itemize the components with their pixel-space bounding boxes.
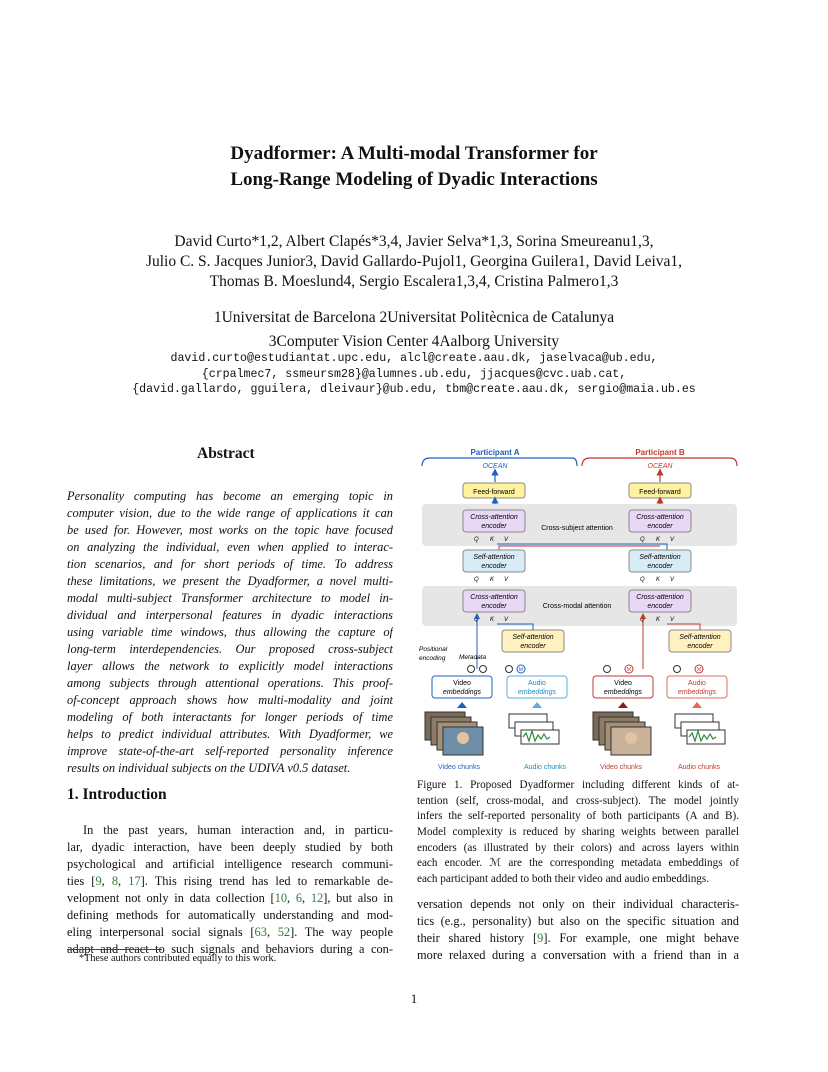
title-line-2: Long-Range Modeling of Dyadic Interactions [230, 169, 598, 190]
citation-link[interactable]: 9 [95, 874, 102, 888]
abstract-line: among subjects through attentional operations. This proof- [67, 676, 393, 690]
block-label: Self-attention [639, 554, 681, 561]
text-run: , [287, 891, 296, 905]
participant-a-label: Participant A [470, 448, 520, 457]
abstract-heading: Abstract [197, 445, 255, 462]
abstract-line: tion scenarios, and for short periods of time. To address [67, 557, 393, 571]
paper-title [0, 141, 828, 193]
abstract-line: helps to predict individual attributes. With Dyadformer, we [67, 727, 393, 741]
abstract-line: be used for. However, most works on the topic have focused [67, 523, 393, 537]
feed-forward-label: Feed-forward [639, 489, 681, 496]
citation-link[interactable]: 9 [537, 931, 544, 945]
footnote-rule [67, 949, 162, 950]
abstract-line: modal multi-subject Transformer architecture to model in- [67, 591, 393, 605]
email-line-3: {david.gallardo, gguilera, dleivaur}@ub.edu, tbm@create.aau.dk, sergio@maia.ub.es [132, 383, 696, 396]
intro-heading: 1. Introduction [67, 786, 167, 803]
audio-chunks-label: Audio chunks [677, 764, 721, 771]
intro-line: In the past years, human interaction and, in particu- [83, 823, 393, 837]
participant-b-label: Participant B [635, 448, 685, 457]
ocean-label-a: OCEAN [482, 463, 508, 470]
abstract-line: results on individual subjects on the UDIVA v0.5 dataset. [67, 761, 351, 775]
body-line [417, 930, 739, 947]
block-label: encoder [687, 643, 713, 650]
embeddings-label: embeddings [603, 689, 643, 696]
author-line-3: Thomas B. Moeslund4, Sergio Escalera1,3,4, Cristina Palmero1,3 [209, 273, 619, 290]
block-label: Cross-attention [470, 514, 518, 521]
m-label: M [518, 667, 524, 673]
caption-line: Model complexity is reduced by sharing weights between parallel [417, 826, 739, 839]
abstract-line: using variable time windows, thus allowing the capture of [67, 625, 393, 639]
embeddings-label: Audio [688, 680, 706, 687]
embeddings-label: embeddings [677, 689, 717, 696]
caption-line: each participant added to both their video and audio embeddings. [417, 873, 710, 886]
embeddings-label: Video [453, 680, 471, 687]
block-label: encoder [481, 563, 507, 570]
intro-line [67, 873, 393, 890]
embeddings-label: Audio [528, 680, 546, 687]
text-run: , [266, 925, 278, 939]
text-run: their shared history [ [417, 931, 538, 945]
video-chunks-b [593, 712, 651, 755]
author-list [0, 232, 828, 292]
text-run: ], but also in [323, 891, 393, 905]
video-chunks-label: Video chunks [600, 764, 642, 771]
text-run: ]. This rising trend has led to remarkable de- [140, 874, 393, 888]
caption-line: infers the self-reported personality of both participants (A and B). [417, 810, 739, 823]
v-label: V [504, 537, 509, 543]
m-label: M [696, 667, 702, 673]
text-run: , [302, 891, 311, 905]
abstract-line: Personality computing has become an emerging topic in [67, 489, 393, 503]
text-run: ]. The way people [290, 925, 393, 939]
block-label: encoder [481, 523, 507, 530]
citation-link[interactable]: 8 [111, 874, 119, 888]
sum-node [604, 666, 611, 673]
v-label: V [670, 617, 675, 623]
encoding-label: encoding [419, 655, 446, 662]
caption-line: each encoder. ℳ are the corresponding metadata embeddings of [417, 857, 739, 870]
title-line-1: Dyadformer: A Multi-modal Transformer for [230, 143, 598, 164]
affiliation-line-1: 1Universitat de Barcelona 2Universitat Politècnica de Catalunya [213, 309, 615, 326]
abstract-line: improve state-of-the-art self-reported personality inference [67, 744, 393, 758]
abstract-line: of-concept approach shows how multi-modality and joint [67, 693, 393, 707]
footnote: *These authors contributed equally to this work. [79, 953, 277, 964]
video-chunks-a [425, 712, 483, 755]
abstract-line: these limitations, we present the Dyadformer, a novel multi- [67, 574, 393, 588]
caption-line: encoders (as illustrated by their colors) and across layers within [417, 841, 739, 854]
intro-line: psychological and artificial intelligence research communi- [67, 857, 393, 871]
sum-node [480, 666, 487, 673]
abstract-line: long-term interdependencies. Our proposed cross-subject [67, 642, 393, 656]
block-label: Self-attention [512, 634, 554, 641]
q-label: Q [474, 577, 479, 583]
citation-link[interactable]: 63 [254, 925, 267, 939]
figure-1-diagram [417, 444, 742, 774]
citation-link[interactable]: 12 [310, 891, 324, 905]
citation-link[interactable]: 6 [295, 891, 303, 905]
author-line-2: Julio C. S. Jacques Junior3, David Gallardo-Pujol1, Georgina Guilera1, David Leiva1, [145, 253, 683, 270]
body-line: tics (e.g., personality) but also on the specific situation and [417, 914, 739, 928]
intro-line: defining methods for automatically understanding and mod- [67, 908, 393, 922]
intro-line [67, 890, 393, 907]
cross-modal-attention-label: Cross-modal attention [542, 603, 612, 610]
text-run: , [101, 874, 112, 888]
v-label: V [670, 537, 675, 543]
abstract-line: modeling of both interactants for longer periods of time [67, 710, 393, 724]
cross-subject-attention-label: Cross-subject attention [541, 525, 613, 532]
block-label: encoder [647, 523, 673, 530]
sum-node [468, 666, 475, 673]
q-label: Q [474, 617, 479, 623]
triangle-marker [532, 702, 542, 708]
text-run: , [118, 874, 129, 888]
citation-link[interactable]: 17 [128, 874, 141, 888]
ocean-label-b: OCEAN [647, 463, 673, 470]
block-label: encoder [520, 643, 546, 650]
triangle-marker [618, 702, 628, 708]
caption-line: Figure 1. Proposed Dyadformer including different kinds of at- [417, 779, 739, 791]
author-line-1: David Curto*1,2, Albert Clapés*3,4, Javier Selva*1,3, Sorina Smeureanu1,3, [174, 233, 654, 250]
triangle-marker [692, 702, 702, 708]
audio-chunks-a [509, 714, 559, 744]
figure-caption [417, 778, 739, 888]
block-label: encoder [647, 563, 673, 570]
caption-line: tention (self, cross-modal, and cross-subject). The model jointly [417, 794, 739, 807]
metadata-label: Metadata [459, 654, 487, 661]
page-number: 1 [410, 991, 418, 1006]
body-line: more relaxed during a conversation with a friend than in a [417, 948, 739, 962]
q-label: Q [640, 617, 645, 623]
audio-chunks-label: Audio chunks [523, 764, 567, 771]
feed-forward-label: Feed-forward [473, 489, 515, 496]
embeddings-label: Video [614, 680, 632, 687]
abstract-line: layer allows the network to explicitly model interactions [67, 659, 393, 673]
intro-line [67, 924, 393, 941]
k-label: K [656, 617, 661, 623]
k-label: K [656, 577, 661, 583]
q-label: Q [640, 537, 645, 543]
intro-body [67, 822, 393, 958]
block-label: Cross-attention [636, 594, 684, 601]
abstract-body [67, 488, 393, 777]
v-label: V [670, 577, 675, 583]
email-line-2: {crpalmec7, ssmeursm28}@alumnes.ub.edu, jjacques@cvc.uab.cat, [201, 367, 627, 381]
q-label: Q [640, 577, 645, 583]
embeddings-label: embeddings [517, 689, 557, 696]
intro-line: adapt and react to such signals and behaviors during a con- [67, 942, 393, 956]
text-run: eling interpersonal social signals [ [67, 925, 255, 939]
positional-label: Positional [419, 646, 448, 653]
block-label: Self-attention [679, 634, 721, 641]
intro-line: lar, dyadic interaction, have been deeply studied by both [67, 840, 393, 854]
audio-chunks-b [675, 714, 725, 744]
sum-node [506, 666, 513, 673]
video-chunks-label: Video chunks [438, 764, 480, 771]
block-label: encoder [647, 603, 673, 610]
k-label: K [490, 577, 495, 583]
v-label: V [504, 617, 509, 623]
block-label: Self-attention [473, 554, 515, 561]
v-label: V [504, 577, 509, 583]
block-label: Cross-attention [636, 514, 684, 521]
body-line: versation depends not only on their individual characteris- [417, 897, 739, 911]
embeddings-label: embeddings [442, 689, 482, 696]
k-label: K [490, 537, 495, 543]
author-emails [0, 351, 828, 398]
k-label: K [656, 537, 661, 543]
abstract-line: computer vision, due to the wide range of applications it can [67, 506, 393, 520]
right-column-body [417, 896, 739, 964]
abstract-line: on analyzing the individual, even when applied to interac- [67, 540, 393, 554]
k-label: K [490, 617, 495, 623]
block-label: Cross-attention [470, 594, 518, 601]
text-run: ties [ [67, 874, 96, 888]
block-label: encoder [481, 603, 507, 610]
citation-link[interactable]: 52 [277, 925, 291, 939]
text-run: ]. For example, one might behave [543, 931, 739, 945]
q-label: Q [474, 537, 479, 543]
affiliation-line-2: 3Computer Vision Center 4Aalborg University [268, 333, 560, 350]
citation-link[interactable]: 10 [274, 891, 288, 905]
triangle-marker [457, 702, 467, 708]
sum-node [674, 666, 681, 673]
email-line-1: david.curto@estudiantat.upc.edu, alcl@create.aau.dk, jaselvaca@ub.edu, [170, 352, 658, 365]
abstract-line: dividual and interpersonal features in dyadic interactions [67, 608, 393, 622]
text-run: velopment not only in data collection [ [67, 891, 275, 905]
m-label: M [626, 667, 632, 673]
